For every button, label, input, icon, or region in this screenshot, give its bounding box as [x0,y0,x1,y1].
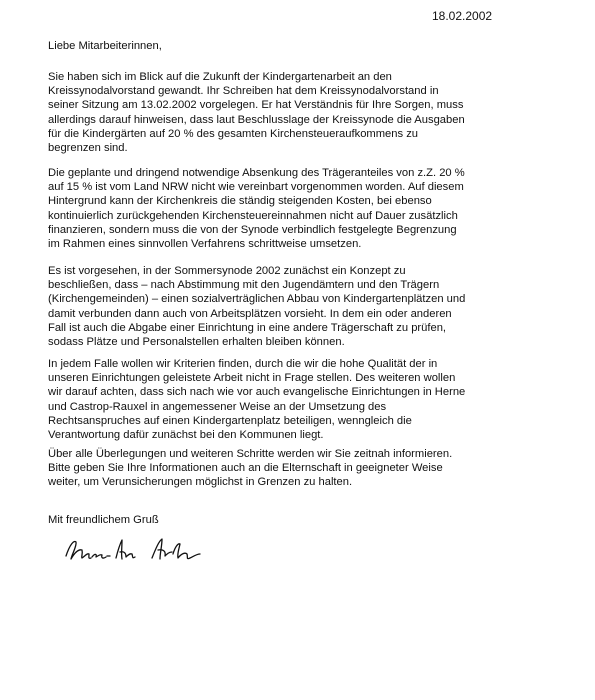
text-line: Verantwortung dafür zunächst bei den Kommunen liegt. [48,429,324,442]
paragraph-5 [48,447,518,490]
text-line: Bitte geben Sie Ihre Informationen auch an die Elternschaft in geeigneter Weise [48,462,443,475]
text-line: Rechtsanspruches auf einen Kindergartenplatz beteiligen, wenngleich die [48,414,412,427]
text-line: Die geplante und dringend notwendige Absenkung des Trägeranteiles von z.Z. 20 % [48,167,465,179]
text-line: und Castrop-Rauxel in angemessener Weise an der Umsetzung des [48,400,387,413]
text-line: Fall ist auch die Abgabe einer Einrichtung in eine andere Trägerschaft zu prüfen, [48,321,447,334]
text-line: finanzieren, sondern muss die von der Synode verbindlich festgelegte Begrenzung [48,223,457,236]
text-line: In jedem Falle wollen wir Kriterien finden, durch die wir die hohe Qualität der in [48,358,438,370]
letter-date: 18.02.2002 [432,9,493,23]
text-line: Über alle Überlegungen und weiteren Schritte werden wir Sie zeitnah informieren. [48,448,453,460]
text-line: wir darauf achten, dass sich nach wie vor auch evangelische Einrichtungen in Herne [48,386,466,399]
text-line: weiter, um Verunsicherungen möglichst in Grenzen zu halten. [48,476,353,489]
text-line: Sie haben sich im Blick auf die Zukunft der Kindergartenarbeit an den [48,71,392,83]
salutation: Liebe Mitarbeiterinnen, [48,40,162,52]
text-line: Kreissynodalvorstand gewandt. Ihr Schreiben hat dem Kreissynodalvorstand in [48,85,439,98]
paragraph-1 [48,70,518,155]
closing-greeting: Mit freundlichem Gruß [48,514,159,526]
text-line: Hintergrund kann der Kirchenkreis die ständig steigenden Kosten, bei ebenso [48,195,432,208]
text-line: begrenzen sind. [48,142,128,155]
text-line: unseren Einrichtungen geleistete Arbeit nicht in Frage stellen. Des weiteren wollen [48,372,456,385]
paragraph-2 [48,166,518,251]
text-line: sodass Plätze und Personalstellen erhalten bleiben können. [48,336,345,349]
text-line: allerdings darauf hinweisen, dass laut Beschlusslage der Kreissynode die Ausgaben [48,113,465,126]
handwritten-signature [62,532,212,568]
text-line: seiner Sitzung am 13.02.2002 vorgelegen. Er hat Verständnis für Ihre Sorgen, muss [48,99,464,112]
paragraph-4 [48,357,518,442]
text-line: im Rahmen eines sinnvollen Verfahrens schrittweise umsetzen. [48,238,362,251]
text-line: für die Kindergärten auf 20 % des gesamten Kirchensteueraufkommens zu [48,127,419,140]
text-line: (Kirchengemeinden) – einen sozialverträglichen Abbau von Kindergartenplätzen und [48,293,466,306]
text-line: kontinuierlich zurückgehenden Kirchensteuereinnahmen nicht auf Dauer zusätzlich [48,209,458,222]
text-line: Es ist vorgesehen, in der Sommersynode 2002 zunächst ein Konzept zu [48,265,406,277]
text-line: damit verbunden dann auch von Arbeitsplätzen vorsieht. In dem ein oder anderen [48,307,452,320]
text-line: auf 15 % ist vom Land NRW nicht wie vereinbart vorgenommen worden. Auf diesem [48,181,464,194]
text-line: beschließen, dass – nach Abstimmung mit den Jugendämtern und den Trägern [48,279,440,292]
paragraph-3 [48,264,518,349]
